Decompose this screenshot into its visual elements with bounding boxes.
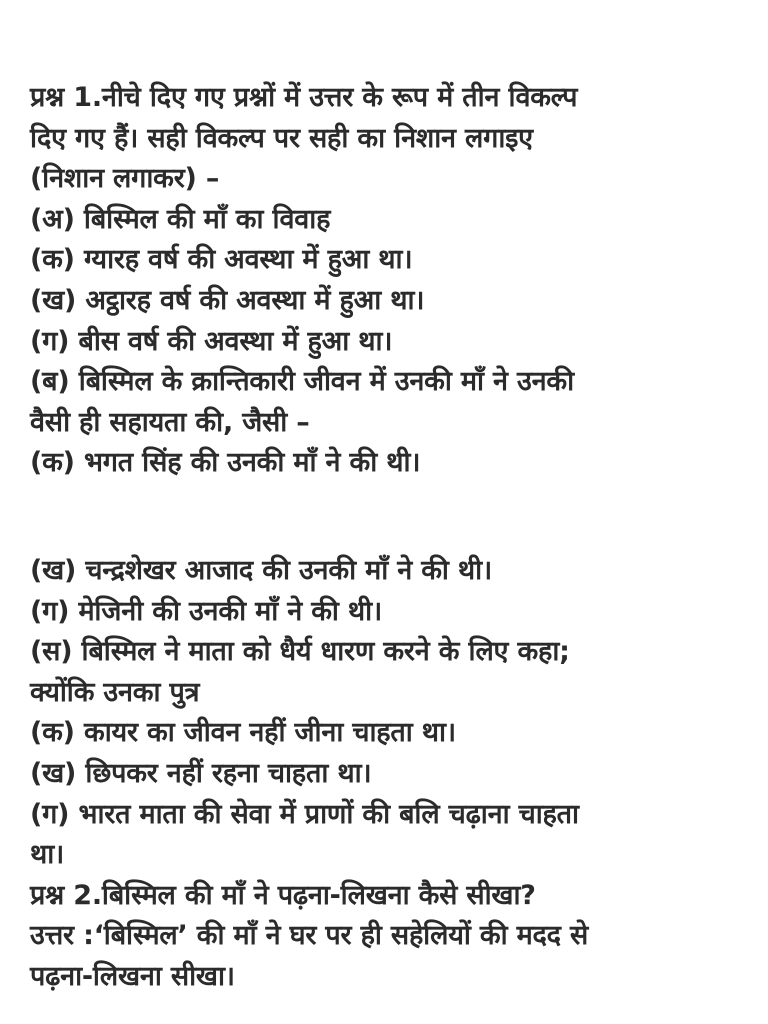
question-block-2 bbox=[30, 551, 730, 998]
question-1-heading-line-2: दिए गए हैं। सही विकल्प पर सही का निशान लगाइए bbox=[30, 122, 533, 154]
option-a-ka: (क) ग्यारह वर्ष की अवस्था में हुआ था। bbox=[30, 244, 413, 276]
answer-2-line-1: उत्तर :‘बिस्मिल’ की माँ ने घर पर ही सहेलियों की मदद से bbox=[30, 920, 589, 952]
sub-question-s-line-2: क्योंकि उनका पुत्र bbox=[30, 676, 200, 708]
option-a-kha: (ख) अट्ठारह वर्ष की अवस्था में हुआ था। bbox=[30, 284, 425, 316]
option-s-kha: (ख) छिपकर नहीं रहना चाहता था। bbox=[30, 757, 372, 789]
option-b-ga: (ग) मेजिनी की उनकी माँ ने की थी। bbox=[30, 595, 383, 627]
sub-question-b-line-2: वैसी ही सहायता की, जैसी – bbox=[30, 406, 310, 438]
question-block-1 bbox=[30, 78, 730, 484]
sub-question-s-line-1: (स) बिस्मिल ने माता को धैर्य धारण करने के लिए कहा; bbox=[30, 636, 570, 668]
option-s-ka: (क) कायर का जीवन नहीं जीना चाहता था। bbox=[30, 717, 456, 749]
option-b-kha: (ख) चन्द्रशेखर आजाद की उनकी माँ ने की थी। bbox=[30, 554, 493, 586]
sub-question-b-line-1: (ब) बिस्मिल के क्रान्तिकारी जीवन में उनकी माँ ने उनकी bbox=[30, 366, 574, 398]
option-a-ga: (ग) बीस वर्ष की अवस्था में हुआ था। bbox=[30, 325, 393, 357]
question-1-heading-line-1: प्रश्न 1.नीचे दिए गए प्रश्नों में उत्तर के रूप में तीन विकल्प bbox=[30, 82, 578, 113]
option-s-ga-line-1: (ग) भारत माता की सेवा में प्राणों की बलि चढ़ाना चाहता bbox=[30, 798, 579, 830]
document-page bbox=[30, 78, 730, 997]
option-s-ga-line-2: था। bbox=[30, 839, 65, 871]
question-1-heading-line-3: (निशान लगाकर) – bbox=[30, 163, 220, 195]
option-b-ka: (क) भगत सिंह की उनकी माँ ने की थी। bbox=[30, 447, 421, 479]
blank-gap bbox=[30, 484, 730, 551]
answer-2-line-2: पढ़ना-लिखना सीखा। bbox=[30, 960, 235, 992]
question-2-heading: प्रश्न 2.बिस्मिल की माँ ने पढ़ना-लिखना कैसे सीखा? bbox=[30, 879, 536, 911]
sub-question-a: (अ) बिस्मिल की माँ का विवाह bbox=[30, 203, 331, 235]
